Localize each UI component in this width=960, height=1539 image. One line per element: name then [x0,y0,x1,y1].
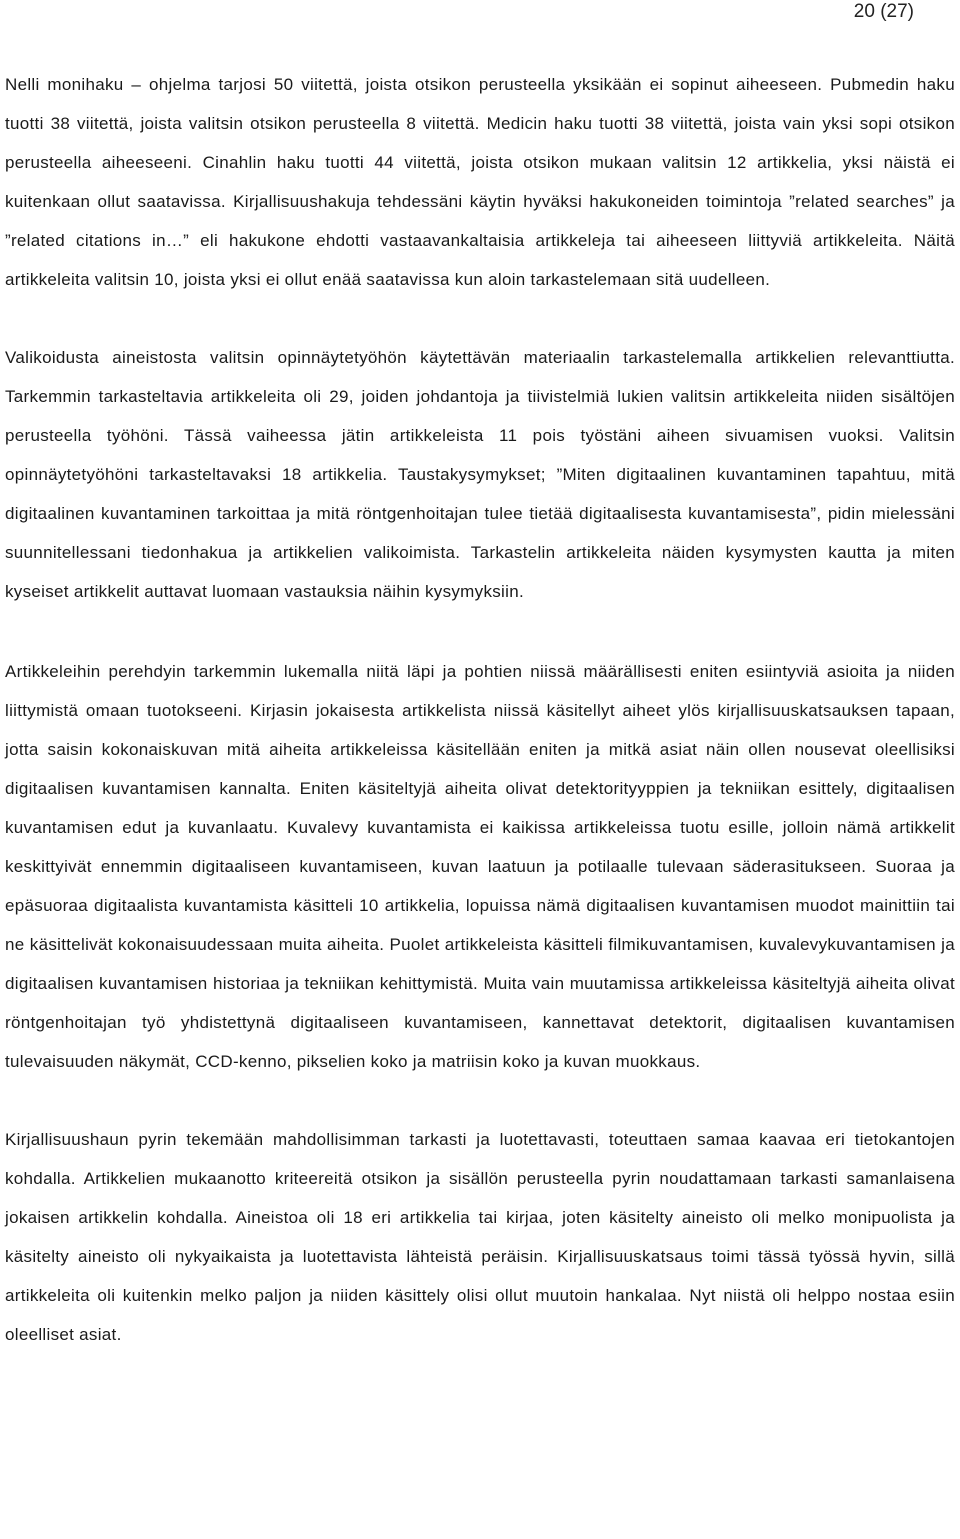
paragraph-article-selection: Valikoidusta aineistosta valitsin opinnäytetyöhön käytettävän materiaalin tarkastelemalla artikkelien relevanttiutta. Tarkemmin tarkasteltavia artikkeleita oli 29, joiden johdantoja ja tiivistelmiä lukien valitsin artikkeleita niiden sisältöjen perusteella työhöni. Tässä vaiheessa jätin artikkeleista 11 pois työstäni aiheen sivuamisen vuoksi. Valitsin opinnäytetyöhöni tarkasteltavaksi 18 artikkelia. Taustakysymykset; ”Miten digitaalinen kuvantaminen tapahtuu, mitä digitaalinen kuvantaminen tarkoittaa ja mitä röntgenhoitajan tulee tietää digitaalisesta kuvantamisesta”, pidin mielessäni suunnitellessani tiedonhakua ja artikkelien valikoimista. Tarkastelin artikkeleita näiden kysymysten kautta ja miten kyseiset artikkelit auttavat luomaan vastauksia näihin kysymyksiin. [5,348,955,601]
paragraph-article-topics: Artikkeleihin perehdyin tarkemmin lukemalla niitä läpi ja pohtien niissä määrällisesti eniten esiintyviä asioita ja niiden liittymistä omaan tuotokseeni. Kirjasin jokaisesta artikkelista niissä käsitellyt aiheet ylös kirjallisuuskatsauksen tapaan, jotta saisin kokonaiskuvan mitä aiheita artikkeleissa käsitellään eniten ja mitkä asiat näin ollen nousevat oleellisiksi digitaalisen kuvantamisen kannalta. Eniten käsiteltyjä aiheita olivat detektorityyppien ja tekniikan esittely, digitaalisen kuvantamisen edut ja kuvanlaatu. Kuvalevy kuvantamista ei kaikissa artikkeleissa tuotu esille, jolloin nämä artikkelit keskittyivät ennemmin digitaaliseen kuvantamiseen, kuvan laatuun ja potilaalle tulevaan säderasitukseen. Suoraa ja epäsuoraa digitaalista kuvantamista käsitteli 10 artikkelia, lopuissa nämä digitaalisen kuvantamisen muodot mainittiin tai ne käsittelivät kokonaisuudessaan muita aiheita. Puolet artikkeleista käsitteli filmikuvantamisen, kuvalevykuvantamisen ja digitaalisen kuvantamisen historiaa ja tekniikan kehittymistä. Muita vain muutamissa artikkeleissa käsiteltyjä aiheita olivat röntgenhoitajan työ yhdistettynä digitaaliseen kuvantamiseen, kannettavat detektorit, digitaalisen kuvantamisen tulevaisuuden näkymät, CCD-kenno, pikselien koko ja matriisin koko ja kuvan muokkaus. [5,662,955,1071]
body-text [5,65,955,1354]
page-number: 20 (27) [853,1,914,22]
paragraph-review-reliability: Kirjallisuushaun pyrin tekemään mahdollisimman tarkasti ja luotettavasti, toteuttaen samaa kaavaa eri tietokantojen kohdalla. Artikkelien mukaanotto kriteereitä otsikon ja sisällön perusteella pyrin noudattamaan tarkasti samanlaisena jokaisen artikkelin kohdalla. Aineistoa oli 18 eri artikkelia tai kirjaa, joten käsitelty aineisto oli melko monipuolista ja käsitelty aineisto oli nykyaikaista ja luotettavista lähteistä peräisin. Kirjallisuuskatsaus toimi tässä työssä hyvin, sillä artikkeleita oli kuitenkin melko paljon ja niiden käsittely olisi ollut muutoin hankalaa. Nyt niistä oli helppo nostaa esiin oleelliset asiat. [5,1130,955,1344]
paragraph-database-search-results: Nelli monihaku – ohjelma tarjosi 50 viitettä, joista otsikon perusteella yksikään ei sopinut aiheeseen. Pubmedin haku tuotti 38 viitettä, joista valitsin otsikon perusteella 8 viitettä. Medicin haku tuotti 38 viitettä, joista vain yksi sopi otsikon perusteella aiheeseeni. Cinahlin haku tuotti 44 viitettä, joista otsikon mukaan valitsin 12 artikkelia, yksi näistä ei kuitenkaan ollut saatavissa. Kirjallisuushakuja tehdessäni käytin hyväksi hakukoneiden toimintoja ”related searches” ja ”related citations in…” eli hakukone ehdotti vastaavankaltaisia artikkeleja tai aiheeseen liittyviä artikkeleita. Näitä artikkeleita valitsin 10, joista yksi ei ollut enää saatavissa kun aloin tarkastelemaan sitä uudelleen. [5,75,955,289]
